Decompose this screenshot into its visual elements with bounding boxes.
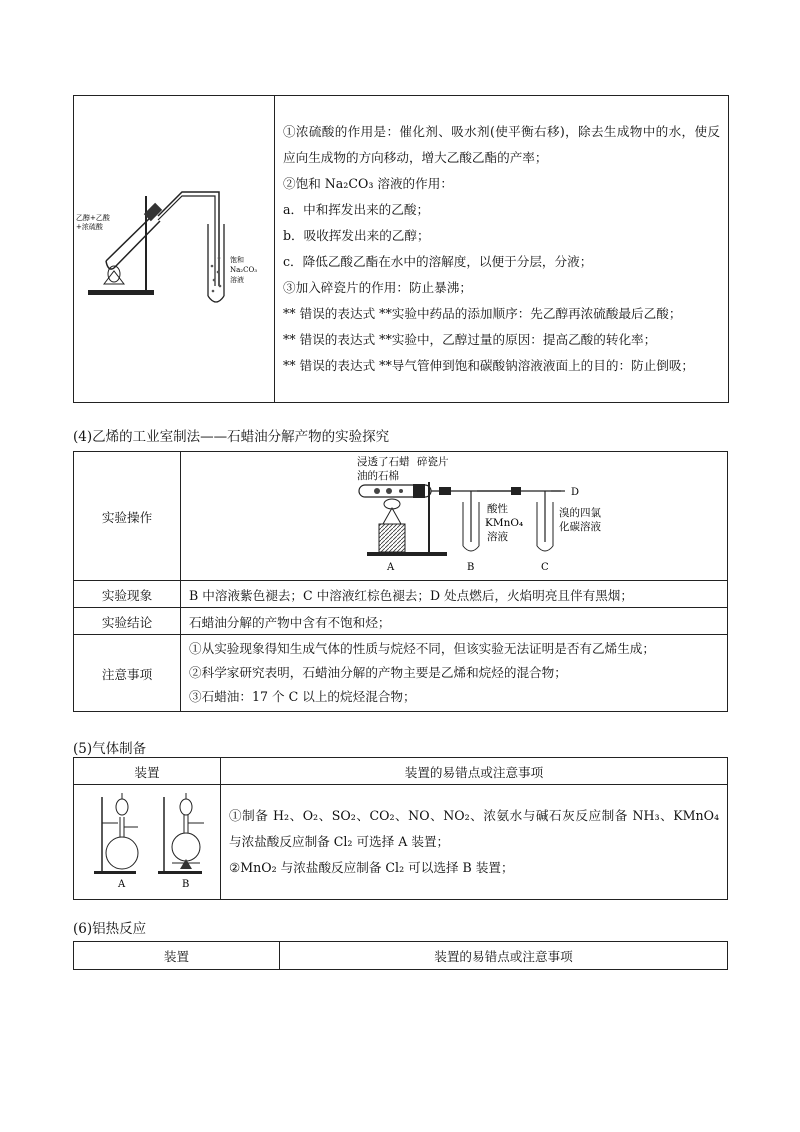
ester-note: b．吸收挥发出来的乙醇； <box>283 228 430 243</box>
conclusion-label: 实验结论 <box>74 608 181 635</box>
ester-note: ** 错误的表达式 **导气管伸到饱和碳酸钠溶液液面上的目的：防止倒吸； <box>283 358 695 373</box>
paraffin-apparatus-figure <box>181 452 727 576</box>
paraffin-label-b: B <box>467 562 475 573</box>
thermite-col-device: 装置 <box>74 942 280 970</box>
ester-note: ③加入碎瓷片的作用：防止暴沸； <box>283 280 472 295</box>
paraffin-label-c: C <box>541 562 549 573</box>
paraffin-note: ①从实验现象得知生成气体的性质与烷烃不同，但该实验无法证明是否有乙烯生成； <box>189 641 655 656</box>
gas-note: ①制备 H₂、O₂、SO₂、CO₂、NO、NO₂、浓氨水与碱石灰反应制备 NH₃、KMnO₄ 与浓盐酸反应制备 Cl₂ 可选择 A 装置； <box>229 808 719 849</box>
conclusion-value: 石蜡油分解的产物中含有不饱和烃； <box>181 608 728 635</box>
ester-label-reagents-2: +浓硫酸 <box>76 223 103 231</box>
paraffin-label-oil-2: 油的石棉 <box>357 470 399 482</box>
paraffin-label-c-2: 化碳溶液 <box>559 521 601 533</box>
phenomenon-label: 实验现象 <box>74 581 181 608</box>
paraffin-experiment-table <box>73 451 728 712</box>
thermite-table <box>73 941 728 970</box>
ester-note: a．中和挥发出来的乙酸； <box>283 202 430 217</box>
gas-preparation-table <box>73 757 728 900</box>
notes-value <box>181 635 728 712</box>
notes-label: 注意事项 <box>74 635 181 712</box>
ester-note: ②饱和 Na₂CO₃ 溶液的作用： <box>283 176 453 191</box>
gas-label-a: A <box>118 879 126 890</box>
ester-note: ** 错误的表达式 **实验中，乙醇过量的原因：提高乙酸的转化率； <box>283 332 657 347</box>
ester-label-na2co3: Na₂CO₃ <box>230 266 258 274</box>
paraffin-apparatus-cell <box>181 452 728 581</box>
ester-label-solution: 溶液 <box>230 276 244 284</box>
paraffin-label-d: D <box>571 487 580 498</box>
ester-note: c．降低乙酸乙酯在水中的溶解度，以便于分层，分液； <box>283 254 593 269</box>
ester-note: ①浓硫酸的作用是：催化剂、吸水剂(使平衡右移)，除去生成物中的水，使反应向生成物的方向移动，增大乙酸乙酯的产率； <box>283 124 720 165</box>
ester-label-reagents-1: 乙醇+乙酸 <box>76 214 110 222</box>
gas-note: ②MnO₂ 与浓盐酸反应制备 Cl₂ 可以选择 B 装置； <box>229 860 514 875</box>
gas-apparatus-figure <box>74 787 220 893</box>
gas-col-notes: 装置的易错点或注意事项 <box>221 758 728 785</box>
ester-experiment-table <box>73 95 729 403</box>
ester-apparatus-cell <box>74 96 275 403</box>
paraffin-label-oil-1: 浸透了石蜡 <box>357 456 410 468</box>
paraffin-label-c-1: 溴的四氯 <box>559 507 601 519</box>
ester-notes-cell <box>275 96 729 403</box>
paraffin-label-chips: 碎瓷片 <box>417 456 449 468</box>
section4-heading: (4)乙烯的工业室制法——石蜡油分解产物的实验探究 <box>73 429 390 445</box>
paraffin-note: ③石蜡油：17 个 C 以上的烷烃混合物； <box>189 689 416 704</box>
gas-label-b: B <box>182 879 190 890</box>
gas-notes-cell <box>221 785 728 900</box>
paraffin-label-b-1: 酸性 <box>487 503 508 515</box>
op-label: 实验操作 <box>74 452 181 581</box>
ester-apparatus-figure <box>74 96 274 398</box>
paraffin-label-b-2: KMnO₄ <box>485 517 524 529</box>
ester-label-saturated: 饱和 <box>230 256 244 264</box>
ester-note: ** 错误的表达式 **实验中药品的添加顺序：先乙醇再浓硫酸最后乙酸； <box>283 306 682 321</box>
section5-heading: (5)气体制备 <box>73 741 147 757</box>
paraffin-label-b-3: 溶液 <box>487 531 508 543</box>
thermite-col-notes: 装置的易错点或注意事项 <box>280 942 728 970</box>
paraffin-label-a: A <box>387 562 395 573</box>
gas-col-device: 装置 <box>74 758 221 785</box>
phenomenon-value: B 中溶液紫色褪去；C 中溶液红棕色褪去；D 处点燃后，火焰明亮且伴有黑烟； <box>181 581 728 608</box>
paraffin-note: ②科学家研究表明，石蜡油分解的产物主要是乙烯和烷烃的混合物； <box>189 665 567 680</box>
section6-heading: (6)铝热反应 <box>73 921 147 937</box>
gas-apparatus-cell <box>74 785 221 900</box>
